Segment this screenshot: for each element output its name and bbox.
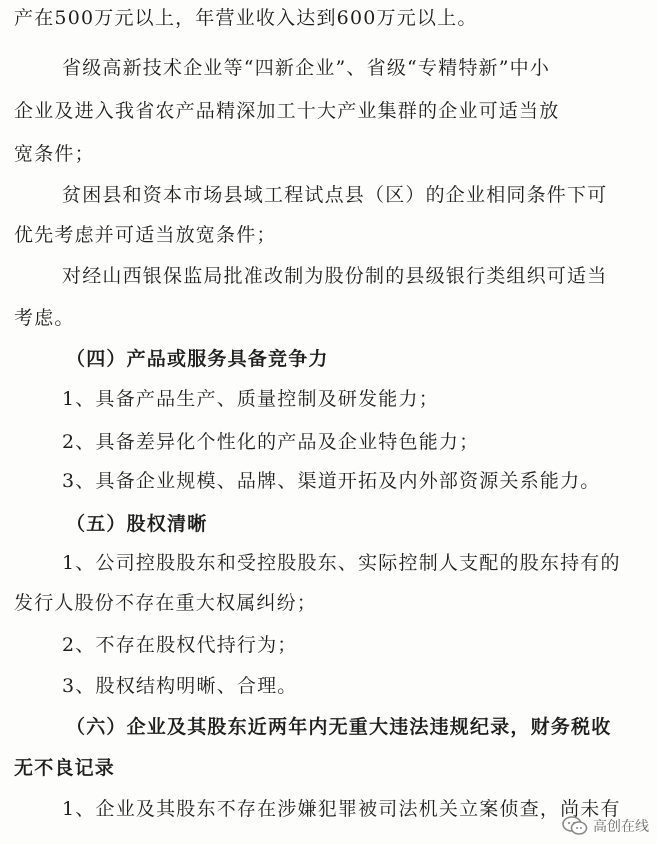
text-line: 3、股权结构明晰、合理。 xyxy=(62,675,298,697)
text-line: 贫困县和资本市场县域工程试点县（区）的企业相同条件下可 xyxy=(62,184,608,206)
watermark-text: 高创在线 xyxy=(593,819,649,835)
watermark xyxy=(562,816,649,836)
text-line: 对经山西银保监局批准改制为股份制的县级银行类组织可适当 xyxy=(62,265,608,287)
text-line: 1、具备产品生产、质量控制及研发能力； xyxy=(62,388,439,410)
section-heading: （五）股权清晰 xyxy=(66,513,208,535)
section-heading: （四）产品或服务具备竞争力 xyxy=(66,348,329,370)
text-line: 考虑。 xyxy=(14,307,75,329)
text-line: 企业及进入我省农产品精深加工十大产业集群的企业可适当放 xyxy=(14,100,560,122)
section-heading-cont: 无不良记录 xyxy=(14,757,116,779)
text-line: 宽条件； xyxy=(14,143,95,165)
wechat-icon xyxy=(562,816,588,836)
section-heading: （六）企业及其股东近两年内无重大违法违规纪录，财务税收 xyxy=(66,716,612,738)
text-line: 发行人股份不存在重大权属纠纷； xyxy=(14,592,318,614)
text-line: 2、具备差异化个性化的产品及企业特色能力； xyxy=(62,431,480,453)
text-line: 省级高新技术企业等“四新企业”、省级“专精特新”中小 xyxy=(62,57,551,79)
text-line: 产在500万元以上，年营业收入达到600万元以上。 xyxy=(14,7,478,29)
text-line: 1、公司控股股东和受控股股东、实际控制人支配的股东持有的 xyxy=(62,552,621,574)
text-line: 3、具备企业规模、品牌、渠道开拓及内外部资源关系能力。 xyxy=(62,470,601,492)
text-line: 2、不存在股权代持行为； xyxy=(62,634,298,656)
text-line: 1、企业及其股东不存在涉嫌犯罪被司法机关立案侦查，尚未有 xyxy=(62,798,621,820)
text-line: 优先考虑并可适当放宽条件； xyxy=(14,224,277,246)
